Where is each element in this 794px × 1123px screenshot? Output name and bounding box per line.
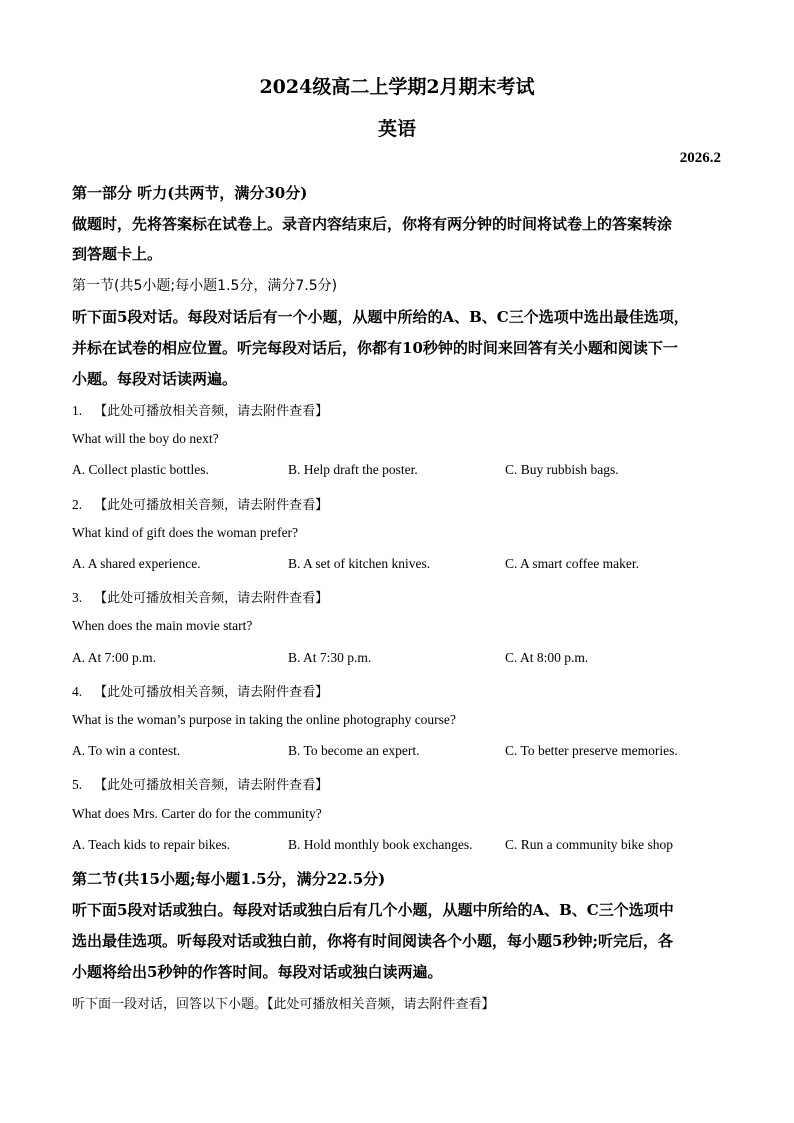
section1-instruction-line3: 小题。每段对话读两遍。: [72, 370, 238, 388]
question-3-audio-line: [72, 587, 328, 607]
question-4-option-a: A. To win a contest.: [72, 743, 181, 758]
question-5-audio-link[interactable]: 【此处可播放相关音频，请去附件查看】: [94, 778, 329, 793]
question-3-option-a: A. At 7:00 p.m.: [72, 650, 157, 665]
question-1-option-c: C. Buy rubbish bags.: [505, 462, 619, 477]
question-5-option-a: A. Teach kids to repair bikes.: [72, 837, 231, 852]
question-2-audio-line: [72, 494, 328, 514]
section2-heading: 第二节(共15小题;每小题1.5分，满分22.5分): [72, 870, 386, 888]
question-5-option-b: B. Hold monthly book exchanges.: [288, 837, 473, 852]
question-2-number: 2.: [72, 497, 83, 512]
question-5-audio-line: [72, 774, 328, 794]
question-2-option-a: A. A shared experience.: [72, 556, 201, 571]
section1-instruction-line1: 听下面5段对话。每段对话后有一个小题，从题中所给的A、B、C三个选项中选出最佳选项，: [72, 308, 689, 326]
question-2-option-b: B. A set of kitchen knives.: [288, 556, 431, 571]
section1-heading: 第一节(共5小题;每小题1.5分，满分7.5分): [72, 278, 338, 294]
question-4-text: What is the woman’s purpose in taking the online photography course?: [72, 712, 456, 727]
part1-heading: 第一部分 听力(共两节，满分30分): [72, 184, 308, 202]
subject-title: 英语: [377, 118, 416, 140]
question-3-text: When does the main movie start?: [72, 618, 253, 633]
exam-date: 2026.2: [679, 150, 721, 166]
question-5-text: What does Mrs. Carter do for the community?: [72, 806, 322, 821]
question-1-audio-line: [72, 400, 328, 420]
question-2-audio-link[interactable]: 【此处可播放相关音频，请去附件查看】: [94, 498, 329, 513]
section2-instruction-line1: 听下面5段对话或独白。每段对话或独白后有几个小题，从题中所给的A、B、C三个选项中: [72, 901, 674, 919]
question-1-text: What will the boy do next?: [72, 431, 219, 446]
question-1-option-b: B. Help draft the poster.: [288, 462, 418, 477]
question-2-text: What kind of gift does the woman prefer?: [72, 525, 299, 540]
question-4-option-c: C. To better preserve memories.: [505, 743, 678, 758]
question-1-option-a: A. Collect plastic bottles.: [72, 462, 209, 477]
exam-title: 2024级高二上学期2月期末考试: [259, 76, 535, 98]
question-4-audio-line: [72, 681, 328, 701]
part1-instruction-line2: 到答题卡上。: [72, 245, 163, 263]
question-1-number: 1.: [72, 403, 83, 418]
question-4-option-b: B. To become an expert.: [288, 743, 420, 758]
question-3-option-c: C. At 8:00 p.m.: [505, 650, 589, 665]
question-3-option-b: B. At 7:30 p.m.: [288, 650, 372, 665]
question-1-audio-link[interactable]: 【此处可播放相关音频，请去附件查看】: [94, 404, 329, 419]
section2-instruction-line3: 小题将给出5秒钟的作答时间。每段对话或独白读两遍。: [72, 963, 443, 981]
section2-instruction-line2: 选出最佳选项。听每段对话或独白前，你将有时间阅读各个小题，每小题5秒钟;听完后，各: [72, 932, 673, 950]
part1-instruction-line1: 做题时，先将答案标在试卷上。录音内容结束后，你将有两分钟的时间将试卷上的答案转涂: [72, 215, 673, 233]
section2-lead-audio-link[interactable]: 听下面一段对话，回答以下小题。【此处可播放相关音频，请去附件查看】: [72, 997, 495, 1012]
question-5-option-c: C. Run a community bike shop: [505, 837, 673, 852]
question-4-audio-link[interactable]: 【此处可播放相关音频，请去附件查看】: [94, 685, 329, 700]
question-3-number: 3.: [72, 590, 83, 605]
question-3-audio-link[interactable]: 【此处可播放相关音频，请去附件查看】: [94, 591, 329, 606]
question-2-option-c: C. A smart coffee maker.: [505, 556, 639, 571]
section1-instruction-line2: 并标在试卷的相应位置。听完每段对话后，你都有10秒钟的时间来回答有关小题和阅读下一: [72, 339, 678, 357]
question-5-number: 5.: [72, 777, 83, 792]
question-4-number: 4.: [72, 684, 83, 699]
